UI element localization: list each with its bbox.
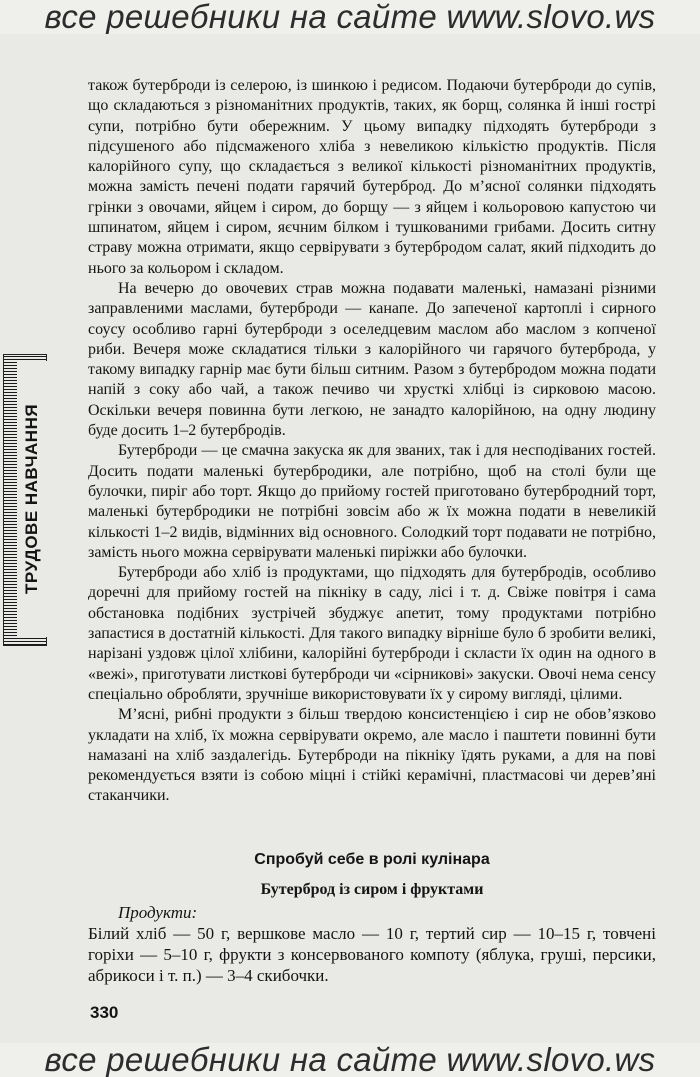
- paragraph-2: На вечерю до овочевих страв можна подавати маленькі, намазані різними заправленими маслами, бутерброди — канапе. До запеченої картоплі і сирного соусу особливо гарні бутерброди з оселедцевим маслом або маслом з копченої риби. Вечеря може складатися тільки з калорійного чи гарячого бутерброда, у такому випадку гарнір має бути більш ситним. Разом з бутербродом можна подати напій з соку або чай, а також печиво чи хрусткі хлібці із сирковою масою. Оскільки вечеря повинна бути легкою, не занадто калорійною, на одну людину буде досить 1–2 бутербродів.: [88, 279, 656, 440]
- section-title: Спробуй себе в ролі кулінара: [254, 850, 490, 868]
- section-side-tab: [3, 354, 47, 646]
- paragraph-5: М’ясні, рибні продукти з більш твердою консистенцією і сир не обов’язково укладати на хліб, їх можна сервірувати окремо, але масло і паштети повинні бути намазані на хліб заздалегідь. Бутерброди на пікніку їдять руками, а для на пові рекомендується взяти із собою міцні і стійкі керамічні, пластмасові чи дерев’яні стаканчики.: [88, 706, 656, 805]
- ingredients-heading: Продукти:: [118, 902, 198, 922]
- side-tab-label: ТРУДОВЕ НАВЧАННЯ: [17, 361, 47, 637]
- recipe-title: Бутерброд із сиром і фруктами: [260, 880, 484, 898]
- paragraph-3: Бутерброди — це смачна закуска як для званих, так і для несподіваних гостей. Досить подати маленькі бутербродики, але потрібно, щоб на столі були ще булочки, пиріг або торт. Якщо до прийому гостей приготовано бутербродний торт, маленькі бутербродики не потрібні зовсім або ж їх можна подати в невеликій кількості 1–2 видів, відмінних від основного. Солодкий торт подавати не потрібно, замість нього можна сервірувати маленькі пиріжки або булочки.: [88, 442, 656, 561]
- watermark-banner-top: все решебники на сайте www.slovo.ws: [0, 0, 700, 34]
- page-number: 330: [90, 1003, 119, 1022]
- watermark-banner-bottom: все решебники на сайте www.slovo.ws: [0, 1043, 700, 1077]
- paragraph-4: Бутерброди або хліб із продуктами, що підходять для бутербродів, особливо доречні для прийому гостей на пікніку в саду, лісі і т. д. Свіже повітря і сама обстановка подібних зустрічей збуджує апетит, тому продуктами потрібно запастися в достатній кількості. Для такого випадку вірніше було б зробити великі, нарізані уздовж цілої хлібини, калорійні бутерброди і скласти їх один на одного в «вежі», приготувати листкові бутерброди чи «сірникові» закуски. Овочі нема сенсу спеціально обробляти, зручніше використовувати їх у сирому вигляді, цілими.: [88, 564, 656, 703]
- page-content: [88, 76, 656, 986]
- ingredients-list: Білий хліб — 50 г, вершкове масло — 10 г, тертий сир — 10–15 г, товчені горіхи — 5–10 г, фрукти з консервованого компоту (яблука, груші, персики, абрикоси і т. п.) — 3–4 скибочки.: [88, 923, 656, 985]
- paragraph-1: також бутерброди із селерою, із шинкою і редисом. Подаючи бутерброди до супів, що складаються з різноманітних продуктів, таких, як борщ, солянка й інші гострі супи, потрібно бути обережним. У цьому випадку підходять бутерброди з підсушеного або підсмаженого хліба з невеликою кількістю продуктів. Після калорійного супу, що складається з великої кількості різноманітних продуктів, можна замість печені подати гарячий бутерброд. До м’ясної солянки підходять грінки з овочами, яйцем і сиром, до борщу — з яйцем і кольоровою капустою чи шпинатом, яйцем і сиром, яєчним білком і тушкованими грибами. Досить ситну страву можна отримати, якщо сервірувати з бутербродом салат, який підходить до нього за кольором і складом.: [88, 77, 656, 277]
